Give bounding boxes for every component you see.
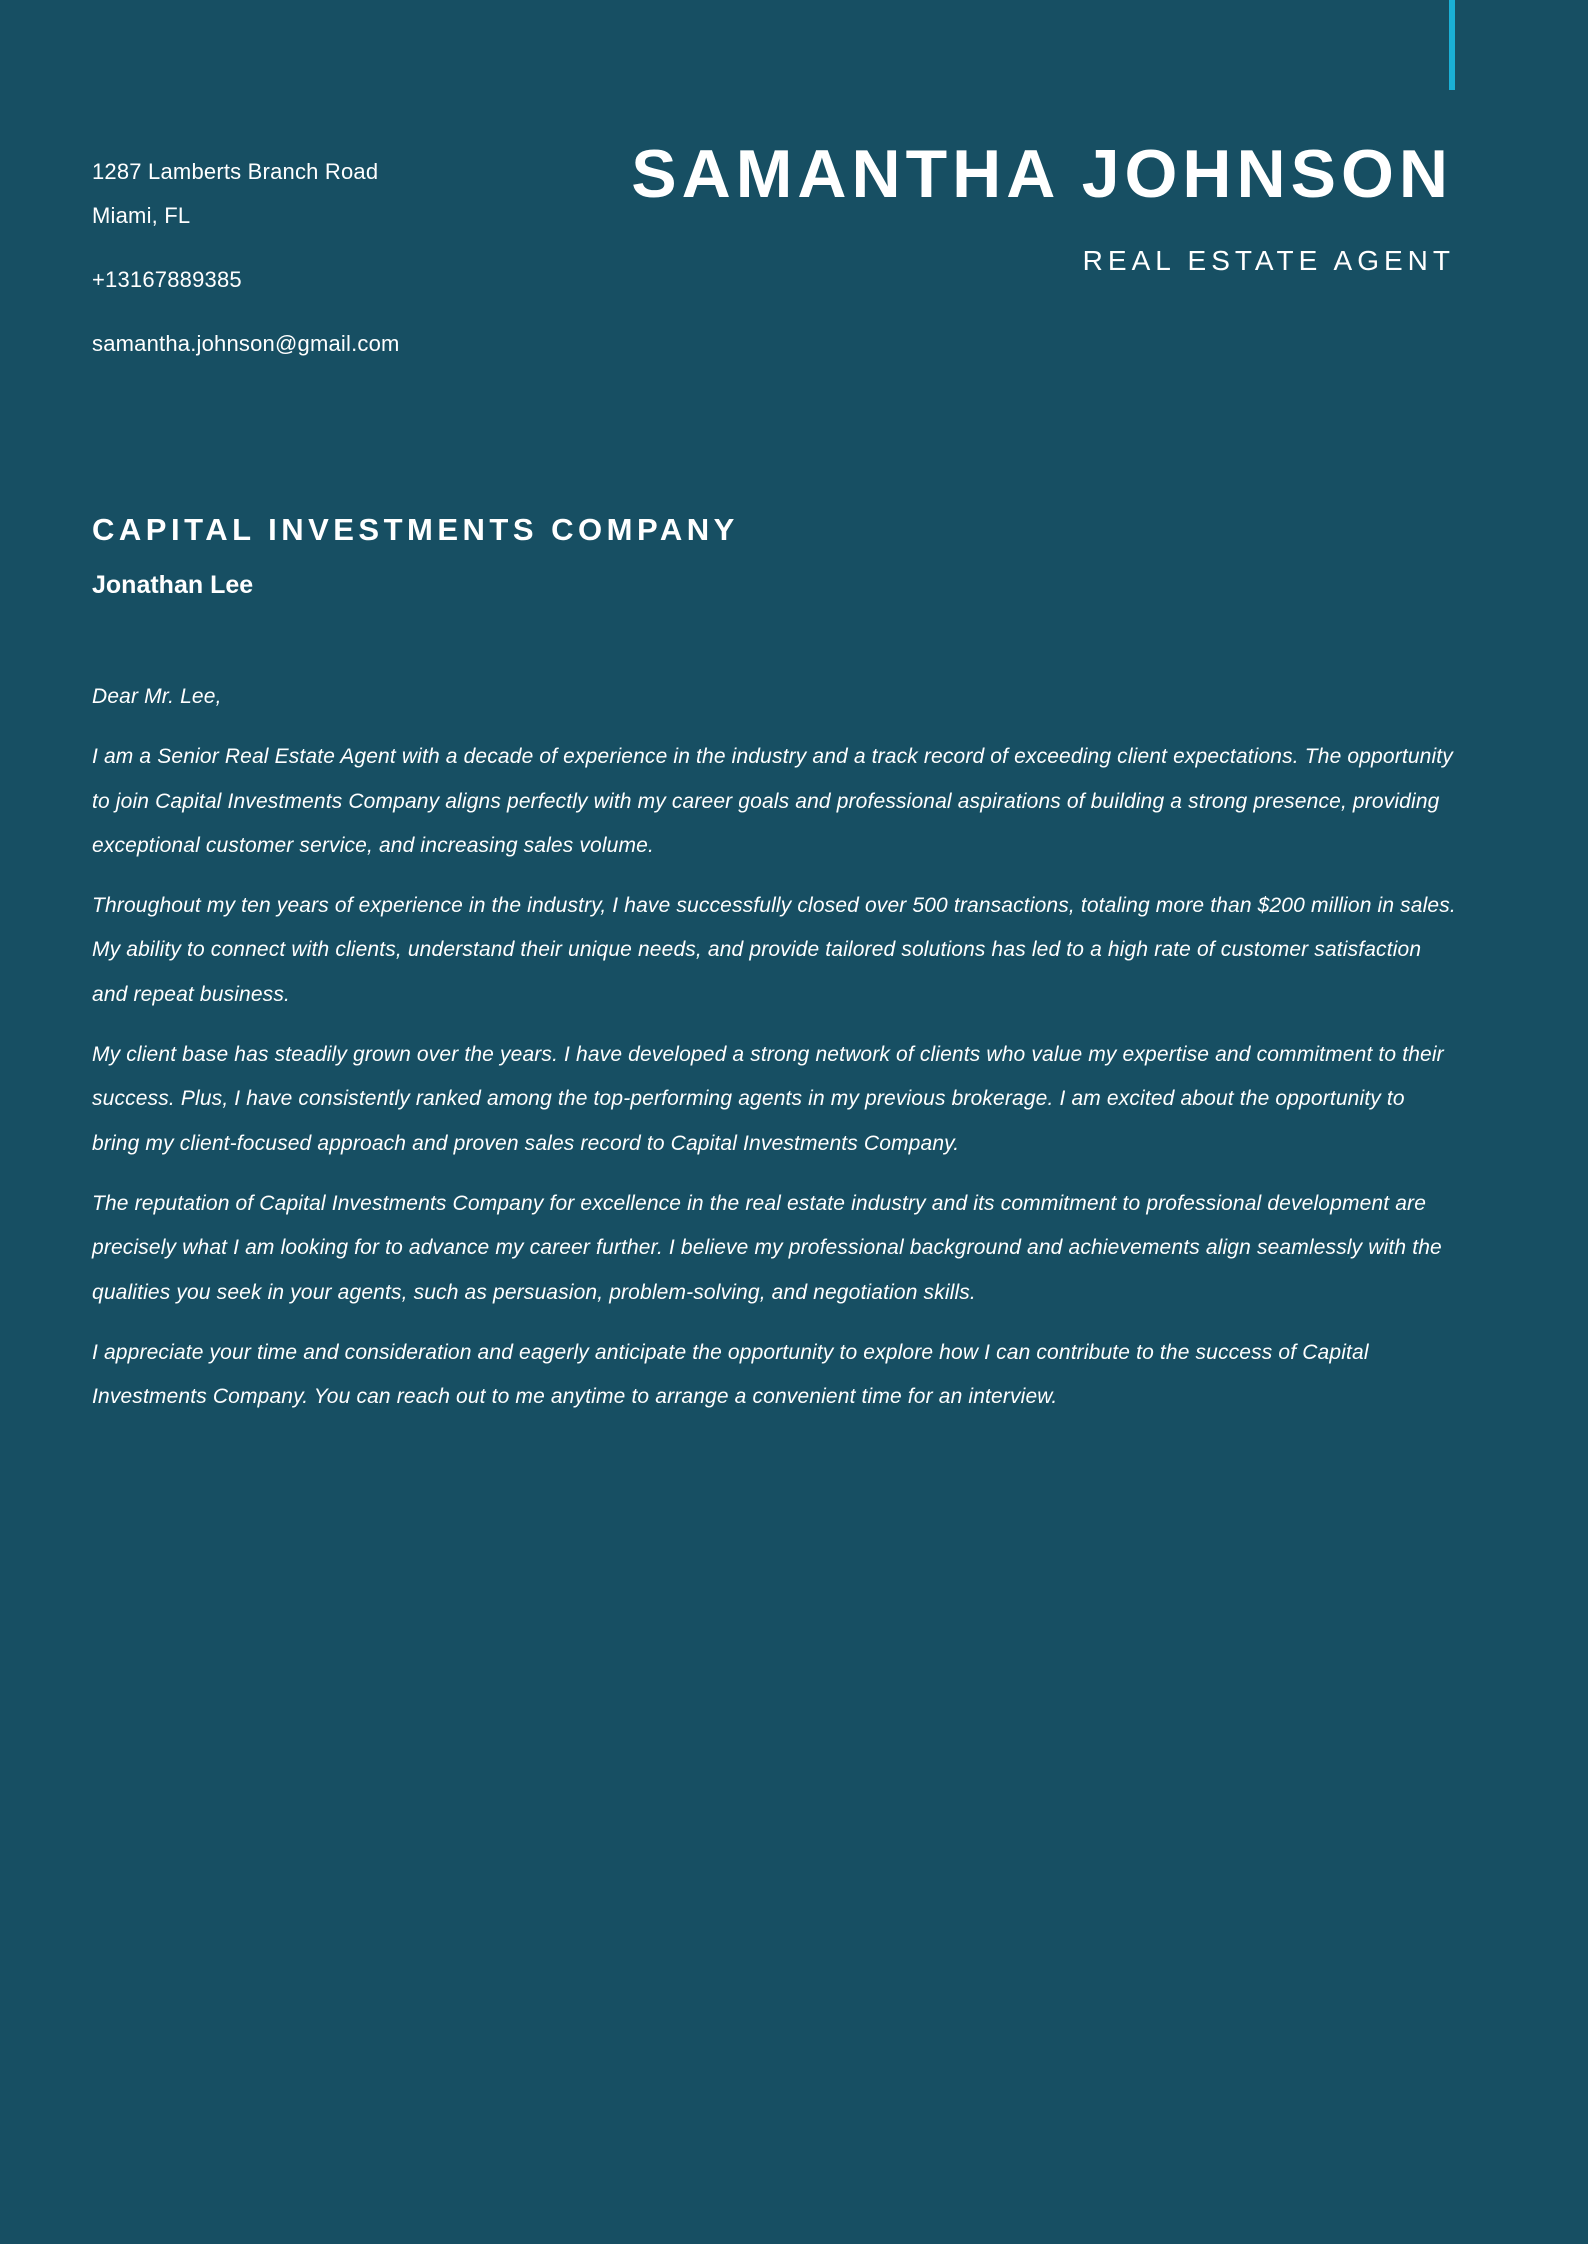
letter-body xyxy=(92,675,1457,1435)
phone-number: +13167889385 xyxy=(92,267,242,292)
accent-bar xyxy=(1449,0,1455,90)
letter-paragraph: I appreciate your time and consideration and eagerly anticipate the opportunity to explore how I can contribute to the success of Capital Investments Company. You can reach out to me anytime to arrange a convenient time for an interview. xyxy=(92,1340,1369,1409)
letter-paragraph: Throughout my ten years of experience in the industry, I have successfully closed over 500 transactions, totaling more than $200 million in sales. My ability to connect with clients, understand their unique needs, and provide tailored solutions has led to a high rate of customer satisfaction and repeat business. xyxy=(92,894,1456,1006)
applicant-job-title: REAL ESTATE AGENT xyxy=(1082,245,1455,276)
letter-paragraph: My client base has steadily grown over the years. I have developed a strong network of clients who value my expertise and commitment to their success. Plus, I have consistently ranked among the top-performing agents in my previous brokerage. I am excited about the opportunity to bring my client-focused approach and proven sales record to Capital Investments Company. xyxy=(92,1043,1444,1155)
email-address: samantha.johnson@gmail.com xyxy=(92,331,400,356)
letter-salutation: Dear Mr. Lee, xyxy=(92,685,222,708)
address-line-2: Miami, FL xyxy=(92,203,191,228)
address-line-1: 1287 Lamberts Branch Road xyxy=(92,159,379,184)
letter-paragraph: I am a Senior Real Estate Agent with a decade of experience in the industry and a track record of exceeding client expectations. The opportunity to join Capital Investments Company aligns perfectly with my career goals and professional aspirations of building a strong presence, providing exceptional customer service, and increasing sales volume. xyxy=(92,745,1453,857)
contact-block xyxy=(92,150,400,366)
letter-paragraph: The reputation of Capital Investments Company for excellence in the real estate industry and its commitment to professional development are precisely what I am looking for to advance my career further. I believe my professional background and achievements align seamlessly with the qualities you seek in your agents, such as persuasion, problem-solving, and negotiation skills. xyxy=(92,1191,1442,1304)
applicant-name: SAMANTHA JOHNSON xyxy=(631,136,1453,212)
recipient-company: CAPITAL INVESTMENTS COMPANY xyxy=(92,512,739,547)
recipient-name: Jonathan Lee xyxy=(92,571,254,599)
